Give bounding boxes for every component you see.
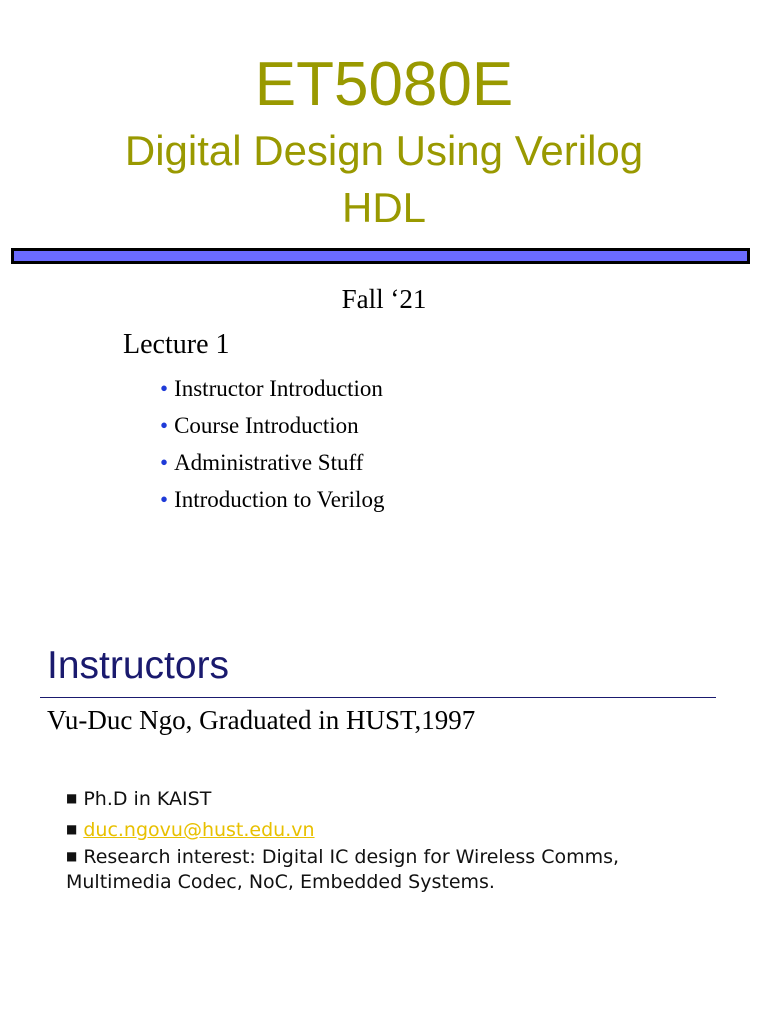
topic-text: Administrative Stuff [174, 450, 364, 475]
course-subtitle-line2: HDL [341, 184, 427, 231]
list-item [160, 407, 384, 444]
list-item [160, 481, 384, 518]
heading-rule [40, 697, 716, 698]
square-bullet-icon: ■ [66, 791, 78, 805]
topic-text: Course Introduction [174, 413, 359, 438]
course-code-title: ET5080E [254, 50, 514, 119]
title-divider-bar [11, 248, 750, 264]
topic-text: Instructor Introduction [174, 376, 383, 401]
topic-list [160, 370, 384, 518]
course-subtitle-line1: Digital Design Using Verilog [124, 127, 644, 174]
bullet-icon: • [160, 376, 169, 401]
list-item [160, 444, 384, 481]
lecture-label: Lecture 1 [123, 329, 230, 360]
phd-item [66, 785, 211, 812]
bullet-icon: • [160, 450, 169, 475]
square-bullet-icon: ■ [66, 822, 78, 836]
bullet-icon: • [160, 487, 169, 512]
research-text-line2: Multimedia Codec, NoC, Embedded Systems. [66, 871, 495, 893]
term-label: Fall ‘21 [341, 284, 427, 314]
square-bullet-icon: ■ [66, 849, 78, 863]
phd-text: Ph.D in KAIST [83, 788, 212, 810]
research-text-line1: Research interest: Digital IC design for Wireless Comms, [83, 846, 620, 868]
bullet-icon: • [160, 413, 169, 438]
instructors-heading: Instructors [47, 644, 230, 687]
topic-text: Introduction to Verilog [174, 487, 385, 512]
email-link[interactable]: duc.ngovu@hust.edu.vn [83, 819, 315, 841]
instructor-name: Vu-Duc Ngo, Graduated in HUST,1997 [47, 705, 476, 735]
email-item [66, 816, 315, 843]
research-item [66, 843, 619, 870]
list-item [160, 370, 384, 407]
